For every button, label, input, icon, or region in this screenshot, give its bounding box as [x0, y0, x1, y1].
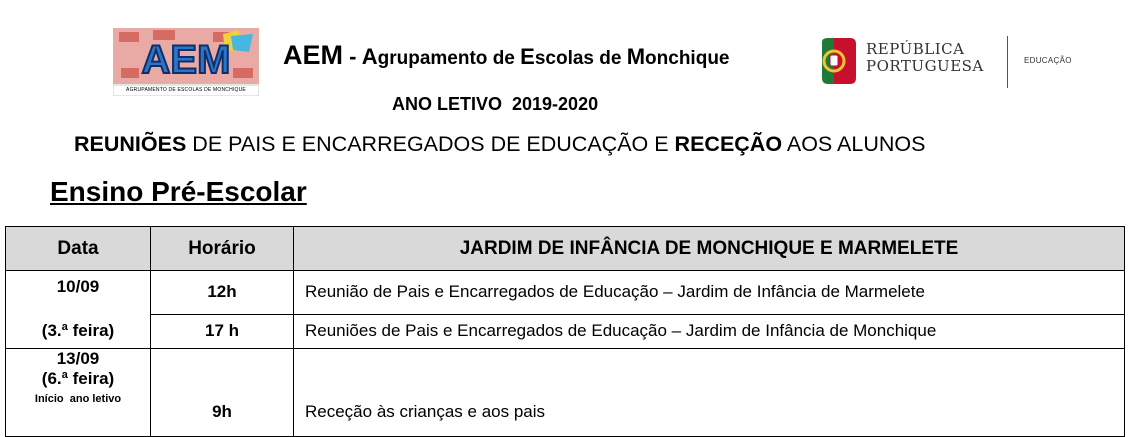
subtitle-text-end: AOS ALUNOS [782, 132, 926, 156]
title-word: onchique [645, 48, 730, 69]
aem-logo-text: AEM [141, 38, 231, 82]
document-subtitle [74, 132, 925, 157]
description-cell: Reuniões de Pais e Encarregados de Educação – Jardim de Infância de Monchique [294, 314, 1125, 348]
title-initial: M [626, 44, 646, 69]
aem-logo [113, 28, 259, 96]
header-school: JARDIM DE INFÂNCIA DE MONCHIQUE E MARMELETE [294, 227, 1125, 271]
table-header-row [6, 227, 1125, 271]
note-text: Início ano letivo [34, 392, 122, 405]
table-row [6, 348, 1125, 436]
school-year: ANO LETIVO 2019-2020 [392, 94, 599, 114]
title-initial: E [520, 44, 535, 69]
header-time: Horário [151, 227, 294, 271]
weekday-text: (6.ª feira) [41, 368, 115, 388]
time-cell: 9h [151, 348, 294, 436]
subtitle-bold-meetings: REUNIÕES [74, 132, 187, 156]
weekday-cell: (3.ª feira) [6, 314, 151, 348]
date-stack [6, 349, 150, 409]
republica-portuguesa-logo [818, 36, 1078, 92]
schedule-table [5, 226, 1125, 437]
portugal-emblem-icon [818, 36, 858, 86]
time-cell: 17 h [151, 314, 294, 348]
date-stack-cell [6, 348, 151, 436]
table-row [6, 271, 1125, 315]
date-cell: 10/09 [6, 271, 151, 315]
description-cell: Receção às crianças e aos pais [294, 348, 1125, 436]
aem-logo-graphic [113, 28, 259, 96]
section-title: Ensino Pré-Escolar [50, 176, 307, 207]
page-title [283, 40, 730, 71]
gov-name-line1: REPÚBLICA [866, 40, 965, 58]
title-word: scolas [534, 48, 600, 69]
table-row [6, 314, 1125, 348]
header-date: Data [6, 227, 151, 271]
title-separator: - [343, 44, 362, 69]
title-word: de [492, 48, 521, 69]
title-initial: A [361, 44, 378, 69]
description-cell: Reunião de Pais e Encarregados de Educação – Jardim de Infância de Marmelete [294, 271, 1125, 315]
title-word: de [599, 48, 627, 69]
title-word: grupamento [377, 48, 493, 69]
gov-department: EDUCAÇÃO [1024, 56, 1072, 65]
gov-name-line2: PORTUGUESA [866, 57, 984, 75]
subtitle-bold-reception: RECEÇÃO [674, 132, 783, 156]
title-abbr: AEM [283, 40, 343, 70]
date-text: 13/09 [56, 348, 100, 368]
aem-logo-caption: AGRUPAMENTO DE ESCOLAS DE MONCHIQUE [126, 87, 246, 93]
time-cell: 12h [151, 271, 294, 315]
subtitle-text: DE PAIS E ENCARREGADOS DE EDUCAÇÃO E [186, 132, 675, 156]
gov-name [866, 41, 984, 75]
gov-divider [1007, 36, 1008, 88]
